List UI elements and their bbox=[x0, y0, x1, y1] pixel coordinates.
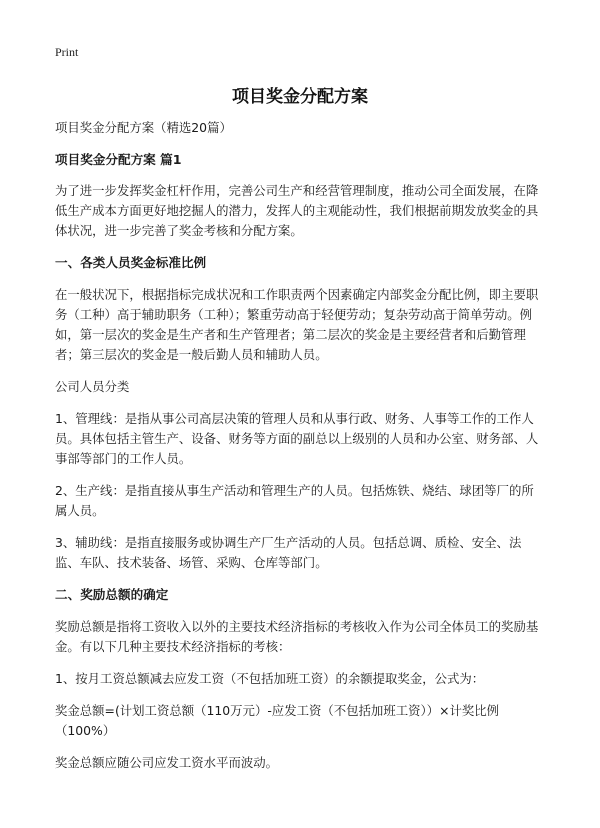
category-item-management: 1、管理线：是指从事公司高层决策的管理人员和从事行政、财务、人事等工作的工作人员。具体包括主管生产、设备、财务等方面的副总以上级别的人员和办公室、财务部、人事部等部门的工作人员。 bbox=[55, 411, 539, 466]
section-heading-1: 一、各类人员奖金标准比例 bbox=[55, 255, 207, 270]
article-heading: 项目奖金分配方案 篇1 bbox=[55, 152, 182, 167]
section2-method: 1、按月工资总额减去应发工资（不包括加班工资）的余额提取奖金，公式为： bbox=[55, 671, 485, 686]
section1-paragraph: 在一般状况下，根据指标完成状况和工作职责两个因素确定内部奖金分配比例，即主要职务（工种）高于辅助职务（工种）；繁重劳动高于轻便劳动；复杂劳动高于简单劳动。例如，第一层次的奖金是生产者和生产管理者；第二层次的奖金是主要经营者和后勤管理者；第三层次的奖金是一般后勤人员和辅助人员。 bbox=[55, 287, 539, 362]
section2-paragraph: 奖励总额是指将工资收入以外的主要技术经济指标的考核收入作为公司全体员工的奖励基金。有以下几种主要技术经济指标的考核： bbox=[55, 619, 539, 654]
print-link[interactable]: Print bbox=[55, 45, 79, 59]
document-subtitle: 项目奖金分配方案（精选20篇） bbox=[55, 120, 232, 135]
section-heading-2: 二、奖励总额的确定 bbox=[55, 587, 169, 602]
category-item-auxiliary: 3、辅助线：是指直接服务或协调生产厂生产活动的人员。包括总调、质检、安全、法监、车队、技术装备、场管、采购、仓库等部门。 bbox=[55, 535, 522, 570]
category-item-production: 2、生产线：是指直接从事生产活动和管理生产的人员。包括炼铁、烧结、球团等厂的所属人员。 bbox=[55, 483, 534, 518]
document-body bbox=[55, 118, 545, 785]
page-title: 项目奖金分配方案 bbox=[232, 87, 368, 107]
category-title: 公司人员分类 bbox=[55, 379, 130, 394]
intro-paragraph: 为了进一步发挥奖金杠杆作用，完善公司生产和经营管理制度，推动公司全面发展，在降低生产成本方面更好地挖掘人的潜力，发挥人的主观能动性，我们根据前期发放奖金的具体状况，进一步完善了奖金考核和分配方案。 bbox=[55, 183, 539, 238]
section2-note: 奖金总额应随公司应发工资水平而波动。 bbox=[55, 755, 279, 770]
bonus-formula: 奖金总额=(计划工资总额（110万元）-应发工资（不包括加班工资））×计奖比例（100%） bbox=[55, 703, 500, 738]
